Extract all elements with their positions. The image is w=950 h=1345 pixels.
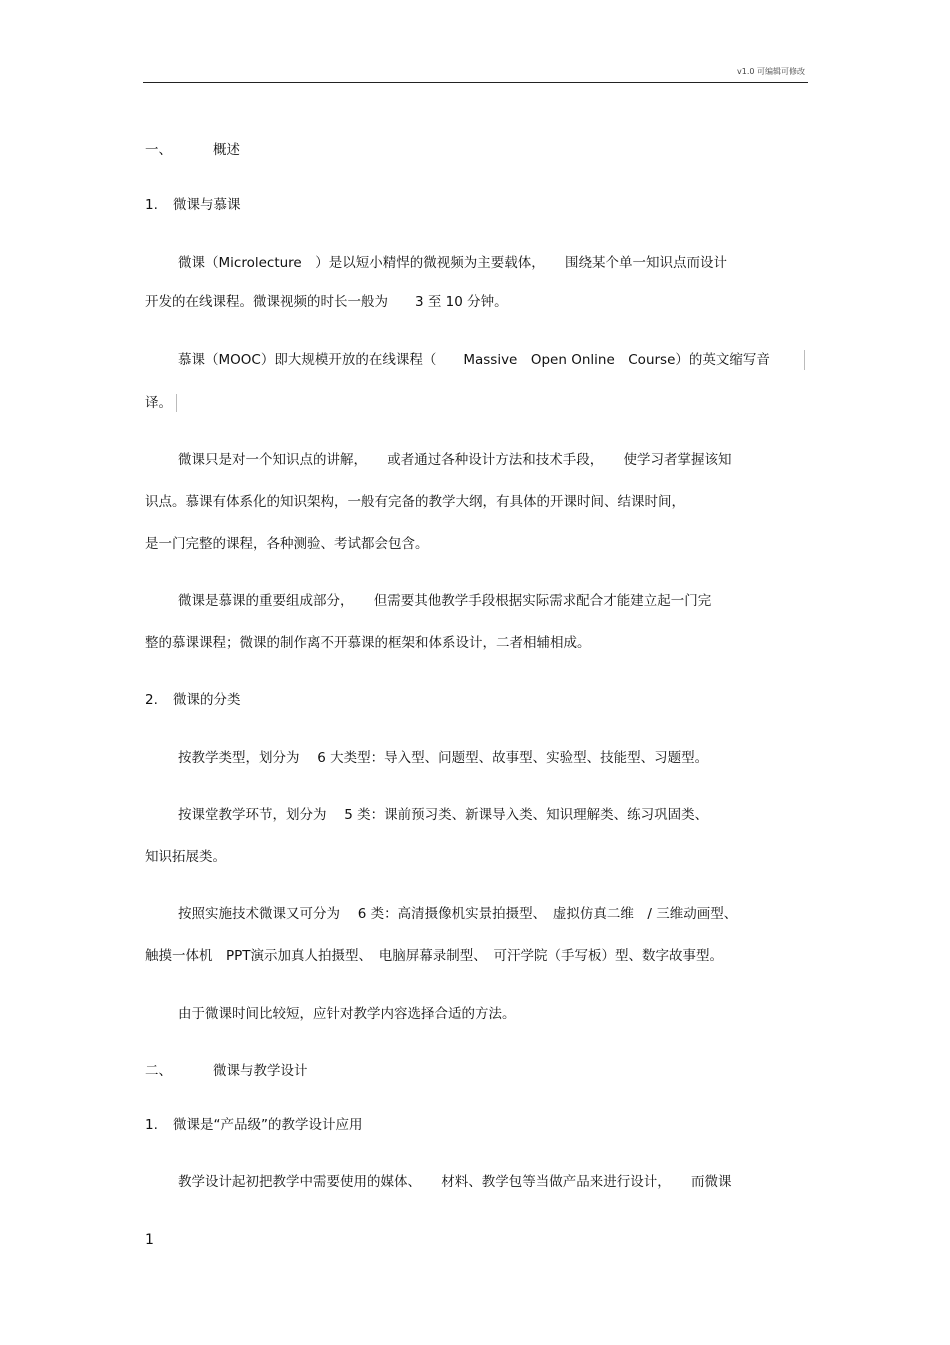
paragraph-line: 按教学类型，划分为 6 大类型：导入型、问题型、故事型、实验型、技能型、习题型。 xyxy=(178,750,709,766)
paragraph-line: 触摸一体机 PPT演示加真人拍摄型、 电脑屏幕录制型、 可汗学院（手写板）型、数字故事型。 xyxy=(145,948,724,964)
paragraph-line: 识点。慕课有体系化的知识架构，一般有完备的教学大纲，有具体的开课时间、结课时间， xyxy=(145,494,685,510)
paragraph-line: 微课（Microlecture ）是以短小精悍的微视频为主要载体， 围绕某个单一知识点而设计 xyxy=(178,255,727,271)
paragraph-line: 微课是慕课的重要组成部分， 但需要其他教学手段根据实际需求配合才能建立起一门完 xyxy=(178,593,712,609)
paragraph-line: 由于微课时间比较短，应针对教学内容选择合适的方法。 xyxy=(178,1006,516,1022)
paragraph-line: 开发的在线课程。微课视频的时长一般为 3 至 10 分钟。 xyxy=(145,294,508,310)
section-title: 微课与教学设计 xyxy=(213,1063,308,1079)
paragraph-line: 译。 xyxy=(145,395,172,411)
header-divider xyxy=(143,82,808,83)
subsection-heading-2-1 xyxy=(145,1116,363,1134)
section-number: 一、 xyxy=(145,142,172,158)
subsection-number: 2. xyxy=(145,692,158,708)
section-title: 概述 xyxy=(213,142,240,158)
subsection-number: 1. xyxy=(145,197,158,213)
section-heading-2 xyxy=(145,1062,308,1080)
paragraph-line: 知识拓展类。 xyxy=(145,849,226,865)
paragraph-line: 按照实施技术微课又可分为 6 类：高清摄像机实景拍摄型、 虚拟仿真二维 / 三维动画型、 xyxy=(178,906,738,922)
page-number: 1 xyxy=(145,1232,154,1248)
subsection-heading-1-1 xyxy=(145,196,241,214)
section-heading-1 xyxy=(145,141,240,159)
header-version-text: v1.0 可编辑可修改 xyxy=(737,67,805,76)
subsection-title: 微课是“产品级”的教学设计应用 xyxy=(173,1117,363,1133)
subsection-title: 微课的分类 xyxy=(173,692,241,708)
edit-marker xyxy=(176,394,177,412)
paragraph-line: 整的慕课课程；微课的制作离不开慕课的框架和体系设计，二者相辅相成。 xyxy=(145,635,591,651)
paragraph-line: 慕课（MOOC）即大规模开放的在线课程（ Massive Open Online Course）的英文缩写音 xyxy=(178,352,770,368)
paragraph-line: 微课只是对一个知识点的讲解， 或者通过各种设计方法和技术手段， 使学习者掌握该知 xyxy=(178,452,732,468)
subsection-number: 1. xyxy=(145,1117,158,1133)
paragraph-line: 是一门完整的课程，各种测验、考试都会包含。 xyxy=(145,536,429,552)
paragraph-line: 教学设计起初把教学中需要使用的媒体、 材料、教学包等当做产品来进行设计， 而微课 xyxy=(178,1174,732,1190)
subsection-heading-1-2 xyxy=(145,691,241,709)
edit-marker xyxy=(804,350,805,370)
paragraph-line: 按课堂教学环节，划分为 5 类：课前预习类、新课导入类、知识理解类、练习巩固类、 xyxy=(178,807,709,823)
subsection-title: 微课与慕课 xyxy=(173,197,241,213)
section-number: 二、 xyxy=(145,1063,172,1079)
